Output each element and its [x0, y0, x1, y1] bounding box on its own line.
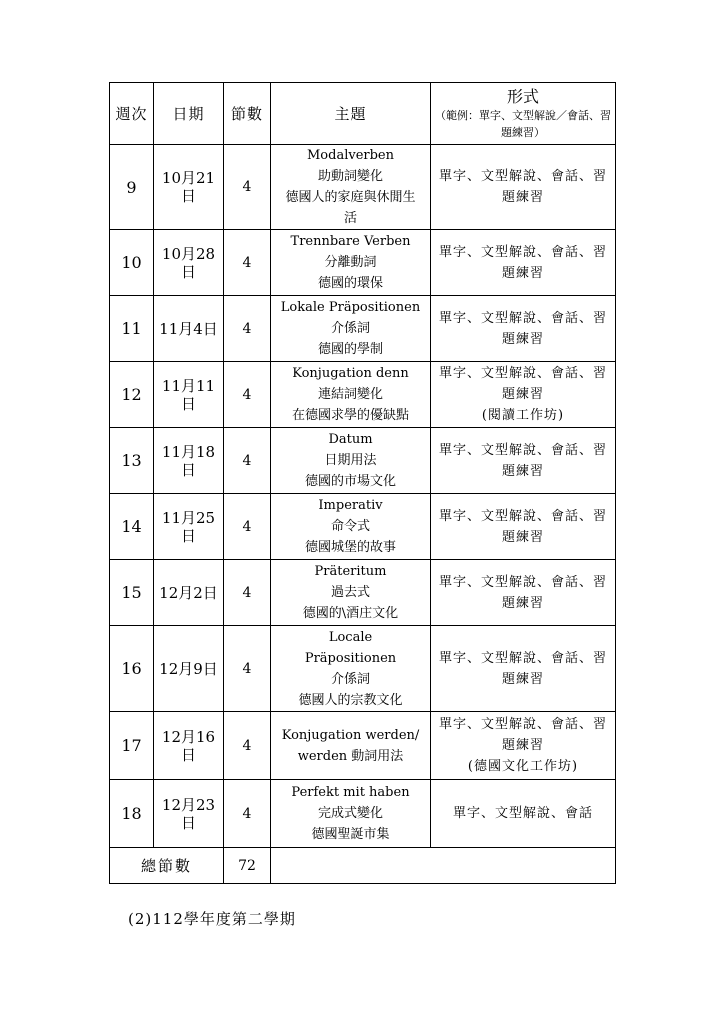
format-line: 題練習: [501, 463, 544, 479]
topic-line: werden 動詞用法: [297, 748, 404, 764]
sessions-cell: 4: [224, 362, 271, 428]
topic-cell: [271, 780, 431, 848]
topic-cell: [271, 145, 431, 230]
topic-line: 完成式變化: [317, 806, 383, 821]
total-row: [110, 848, 616, 884]
topic-cell: [271, 296, 431, 362]
format-cell: [431, 362, 616, 428]
week-cell: 15: [110, 560, 154, 626]
date-line: 11月4日: [159, 319, 218, 338]
date-cell: [154, 145, 224, 230]
sessions-cell: 4: [224, 560, 271, 626]
header-sessions: 節數: [224, 83, 271, 145]
format-line: 單字、文型解說、會話: [452, 806, 593, 821]
week-cell: 16: [110, 626, 154, 712]
header-date: 日期: [154, 83, 224, 145]
date-line: 日: [180, 526, 196, 545]
date-cell: [154, 230, 224, 296]
date-line: 10月21: [161, 169, 216, 187]
date-line: 日: [180, 745, 196, 764]
topic-line: 介係詞: [330, 321, 370, 336]
date-line: 日: [180, 187, 196, 205]
format-line: 單字、文型解說、會話、習: [438, 310, 607, 326]
topic-cell: [271, 230, 431, 296]
topic-line: 連結詞變化: [317, 387, 383, 402]
format-line: 單字、文型解說、會話、習: [438, 508, 607, 524]
table-row: [110, 560, 616, 626]
date-line: 12月23: [161, 795, 216, 814]
date-line: 日: [180, 813, 196, 832]
date-cell: [154, 362, 224, 428]
table-row: [110, 712, 616, 780]
format-line: 題練習: [501, 738, 544, 753]
week-cell: 11: [110, 296, 154, 362]
format-line: 單字、文型解說、會話、習: [438, 650, 607, 666]
header-format: [431, 83, 616, 145]
topic-cell: [271, 362, 431, 428]
format-cell: [431, 780, 616, 848]
week-cell: 9: [110, 145, 154, 230]
sessions-cell: 4: [224, 494, 271, 560]
topic-line: Konjugation werden/: [281, 727, 420, 743]
topic-line: 德國人的家庭與休閒生: [285, 190, 416, 205]
format-cell: [431, 626, 616, 712]
topic-line: Locale: [328, 629, 373, 645]
date-line: 日: [180, 460, 196, 479]
sessions-cell: 4: [224, 145, 271, 230]
sessions-cell: 4: [224, 780, 271, 848]
table-row: [110, 780, 616, 848]
total-empty-cell: [271, 848, 616, 884]
total-value: 72: [224, 848, 271, 884]
format-cell: [431, 560, 616, 626]
date-cell: [154, 296, 224, 362]
format-cell: [431, 230, 616, 296]
format-cell: [431, 712, 616, 780]
date-line: 11月18: [161, 442, 216, 461]
topic-line: 在德國求學的優缺點: [291, 408, 409, 423]
topic-line: Modalverben: [306, 148, 394, 163]
sessions-cell: 4: [224, 712, 271, 780]
topic-line: 日期用法: [324, 453, 377, 468]
date-cell: [154, 494, 224, 560]
topic-line: Datum: [328, 432, 373, 447]
format-cell: [431, 494, 616, 560]
format-line: 題練習: [501, 671, 544, 687]
header-topic: 主題: [271, 83, 431, 145]
week-cell: 17: [110, 712, 154, 780]
table-row: [110, 362, 616, 428]
topic-line: Konjugation denn: [292, 366, 409, 381]
format-cell: [431, 428, 616, 494]
format-line: 題練習: [501, 265, 544, 281]
topic-line: Perfekt mit haben: [291, 785, 410, 800]
date-cell: [154, 428, 224, 494]
sessions-cell: 4: [224, 428, 271, 494]
table-row: [110, 494, 616, 560]
course-schedule-table: [109, 82, 616, 884]
table-row: [110, 626, 616, 712]
topic-line: 分離動詞: [324, 255, 377, 270]
date-line: 12月2日: [159, 583, 218, 602]
format-cell: [431, 296, 616, 362]
topic-line: 德國人的宗教文化: [298, 692, 403, 708]
topic-line: 德國的環保: [317, 276, 383, 291]
sessions-cell: 4: [224, 626, 271, 712]
topic-line: Lokale Präpositionen: [280, 300, 421, 315]
format-line: 單字、文型解說、會話、習: [438, 717, 607, 732]
date-line: 日: [180, 262, 196, 281]
header-format-note: （範例：單字、文型解說／會話、習題練習）: [435, 108, 611, 139]
topic-cell: [271, 428, 431, 494]
format-line: (德國文化工作坊): [467, 759, 579, 774]
topic-line: 命令式: [330, 519, 370, 534]
topic-line: 德國聖誕市集: [311, 827, 390, 842]
topic-cell: [271, 626, 431, 712]
section-heading: (2)112學年度第二學期: [128, 910, 296, 928]
format-line: 題練習: [501, 529, 544, 545]
format-line: 題練習: [501, 595, 544, 611]
date-line: 11月25: [161, 508, 216, 527]
date-cell: [154, 626, 224, 712]
topic-cell: [271, 560, 431, 626]
topic-line: Präpositionen: [304, 650, 397, 666]
format-line: 單字、文型解說、會話、習: [438, 244, 607, 260]
date-cell: [154, 780, 224, 848]
topic-line: 德國的\酒庄文化: [302, 606, 399, 621]
date-line: 11月11: [161, 376, 216, 395]
table-header-row: [110, 83, 616, 145]
table-row: [110, 230, 616, 296]
format-line: 單字、文型解說、會話、習: [438, 574, 607, 590]
week-cell: 12: [110, 362, 154, 428]
topic-cell: [271, 712, 431, 780]
table-row: [110, 296, 616, 362]
format-line: 題練習: [501, 331, 544, 347]
table-row: [110, 428, 616, 494]
topic-line: 德國城堡的故事: [304, 540, 396, 555]
topic-line: 德國的學制: [317, 342, 383, 357]
topic-line: Imperativ: [318, 498, 383, 513]
date-line: 12月9日: [159, 659, 218, 678]
date-cell: [154, 560, 224, 626]
topic-line: 助動詞變化: [317, 169, 383, 184]
date-line: 10月28: [161, 244, 216, 263]
table-row: [110, 145, 616, 230]
sessions-cell: 4: [224, 230, 271, 296]
header-format-title: 形式: [506, 86, 539, 106]
topic-cell: [271, 494, 431, 560]
week-cell: 18: [110, 780, 154, 848]
date-line: 12月16: [161, 727, 216, 746]
date-cell: [154, 712, 224, 780]
format-line: 題練習: [501, 190, 544, 205]
week-cell: 14: [110, 494, 154, 560]
week-cell: 13: [110, 428, 154, 494]
format-line: 單字、文型解說、會話、習: [438, 442, 607, 458]
topic-line: Präteritum: [314, 564, 387, 579]
format-cell: [431, 145, 616, 230]
sessions-cell: 4: [224, 296, 271, 362]
topic-line: 德國的市場文化: [304, 474, 396, 489]
format-line: 單字、文型解說、會話、習: [438, 169, 607, 184]
topic-line: 過去式: [330, 585, 370, 600]
format-line: (閱讀工作坊): [481, 408, 565, 423]
week-cell: 10: [110, 230, 154, 296]
topic-line: 介係詞: [330, 671, 370, 687]
header-week: 週次: [110, 83, 154, 145]
date-line: 日: [180, 394, 196, 413]
table-body: [110, 145, 616, 884]
total-label: 總節數: [110, 848, 224, 884]
topic-line: 活: [343, 211, 357, 226]
format-line: 題練習: [501, 387, 544, 402]
format-line: 單字、文型解說、會話、習: [438, 366, 607, 381]
topic-line: Trennbare Verben: [290, 234, 411, 249]
